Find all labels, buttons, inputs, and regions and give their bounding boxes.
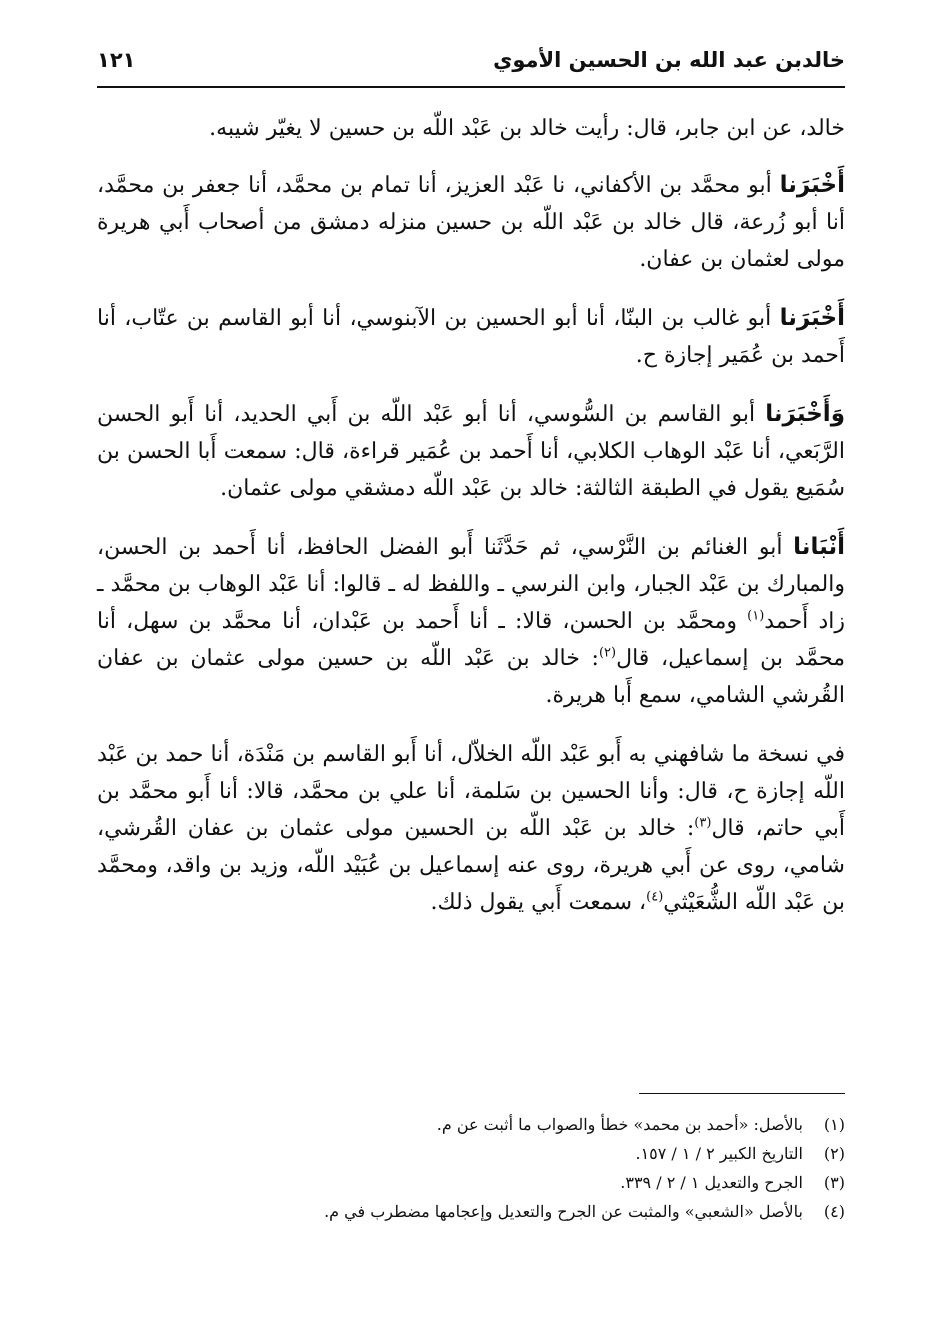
paragraph-text: أبو الغنائم بن النَّرْسي، ثم حَدَّثَنا أَبو الفضل الحافظ، أنا أَحمد بن الحسن، والمبارك بن عَبْد الجبار، وابن النرسي ـ واللفظ له ـ قالوا: أنا عَبْد الوهاب بن محمَّد ـ زاد أَحمد bbox=[97, 535, 845, 634]
paragraph-3 bbox=[97, 300, 845, 374]
paragraph-text: ومحمَّد بن الحسن، قالا: ـ أنا أَحمد بن عَبْدان، أنا محمَّد بن سهل، أنا محمَّد بن إسماعيل، قال bbox=[97, 609, 845, 671]
paragraph-2 bbox=[97, 167, 845, 278]
paragraph-text: ، سمعت أَبي يقول ذلك. bbox=[430, 890, 647, 915]
paragraph-text: أبو القاسم بن السُّوسي، أنا أبو عَبْد اللّه بن أَبي الحديد، أنا أَبو الحسن الرَّبَعي، أنا عَبْد الوهاب الكلابي، أنا أَحمد بن عُمَير قراءة، قال: سمعت أَبا الحسن بن سُمَيع يقول في الطبقة الثالثة: خالد بن عَبْد اللّه دمشقي مولى عثمان. bbox=[97, 402, 845, 501]
footnote-number: (١) bbox=[823, 1115, 845, 1134]
running-head bbox=[97, 48, 845, 88]
paragraph-5 bbox=[97, 529, 845, 714]
paragraph-lead-word: أَخْبَرَنا bbox=[779, 305, 845, 331]
footnote-ref-2[interactable]: (٢) bbox=[598, 645, 617, 661]
footnote-number: (٣) bbox=[823, 1173, 845, 1192]
paragraph-text: في نسخة ما شافهني به أَبو عَبْد اللّه الخلاّل، أنا أَبو القاسم بن مَنْدَة، أنا حمد بن عَبْد اللّه إجازة ح، قال: وأنا الحسين بن سَلمة، أنا علي بن محمَّد، قالا: أنا أَبو محمَّد بن أَبي حاتم، قال bbox=[97, 742, 845, 841]
page-number: ١٢١ bbox=[97, 48, 136, 72]
footnote-number: (٢) bbox=[823, 1144, 845, 1163]
paragraph-1 bbox=[97, 110, 845, 147]
paragraph-text: أبو محمَّد بن الأكفاني، نا عَبْد العزيز، أنا تمام بن محمَّد، أنا جعفر بن محمَّد، أنا أبو زُرعة، قال خالد بن عَبْد اللّه بن حسين منزله دمشق من أصحاب أَبي هريرة مولى لعثمان بن عفان. bbox=[97, 173, 845, 272]
running-title: خالدبن عبد الله بن الحسين الأموي bbox=[493, 48, 845, 72]
paragraph-6 bbox=[97, 736, 845, 921]
paragraph-text: : خالد بن عَبْد اللّه بن حسين مولى عثمان بن عفان القُرشي الشامي، سمع أَبا هريرة. bbox=[97, 646, 845, 708]
paragraph-text: خالد، عن ابن جابر، قال: رأيت خالد بن عَبْد اللّه بن حسين لا يغيّر شيبه. bbox=[209, 116, 845, 141]
paragraph-text: أبو غالب بن البنّا، أنا أبو الحسين بن الآبنوسي، أنا أبو القاسم بن عتّاب، أنا أَحمد بن عُمَير إجازة ح. bbox=[97, 306, 845, 368]
footnote-text: بالأصل: «أحمد بن محمد» خطأ والصواب ما أثبت عن م. bbox=[436, 1115, 803, 1134]
footnotes bbox=[97, 1093, 845, 1226]
footnote-3 bbox=[97, 1168, 845, 1197]
footnote-1 bbox=[97, 1110, 845, 1139]
footnote-text: التاريخ الكبير ٢ / ١ / ١٥٧. bbox=[635, 1144, 803, 1163]
paragraph-lead-word: أَخْبَرَنا bbox=[779, 172, 845, 198]
paragraph-text: : خالد بن عَبْد اللّه بن الحسين مولى عثمان بن عفان القُرشي، شامي، روى عن أَبي هريرة، روى عنه إسماعيل بن عُبَيْد اللّه، وزيد بن واقد، ومحمَّد بن عَبْد اللّه الشُّعَيْثي bbox=[97, 816, 845, 915]
footnote-ref-1[interactable]: (١) bbox=[747, 608, 765, 624]
footnote-text: بالأصل «الشعبي» والمثبت عن الجرح والتعديل وإعجامها مضطرب في م. bbox=[324, 1202, 803, 1221]
footnote-divider bbox=[639, 1093, 845, 1094]
footnote-ref-3[interactable]: (٣) bbox=[694, 815, 712, 831]
footnote-ref-4[interactable]: (٤) bbox=[646, 889, 664, 905]
footnote-2 bbox=[97, 1139, 845, 1168]
footnote-4 bbox=[97, 1197, 845, 1226]
paragraph-4 bbox=[97, 396, 845, 507]
paragraph-lead-word: أَنْبَانا bbox=[793, 534, 845, 560]
footnote-number: (٤) bbox=[823, 1202, 845, 1221]
body-text bbox=[97, 110, 845, 921]
page bbox=[97, 48, 845, 943]
footnote-text: الجرح والتعديل ١ / ٢ / ٣٣٩. bbox=[620, 1173, 803, 1192]
paragraph-lead-word: وَأَخْبَرَنا bbox=[765, 401, 845, 427]
